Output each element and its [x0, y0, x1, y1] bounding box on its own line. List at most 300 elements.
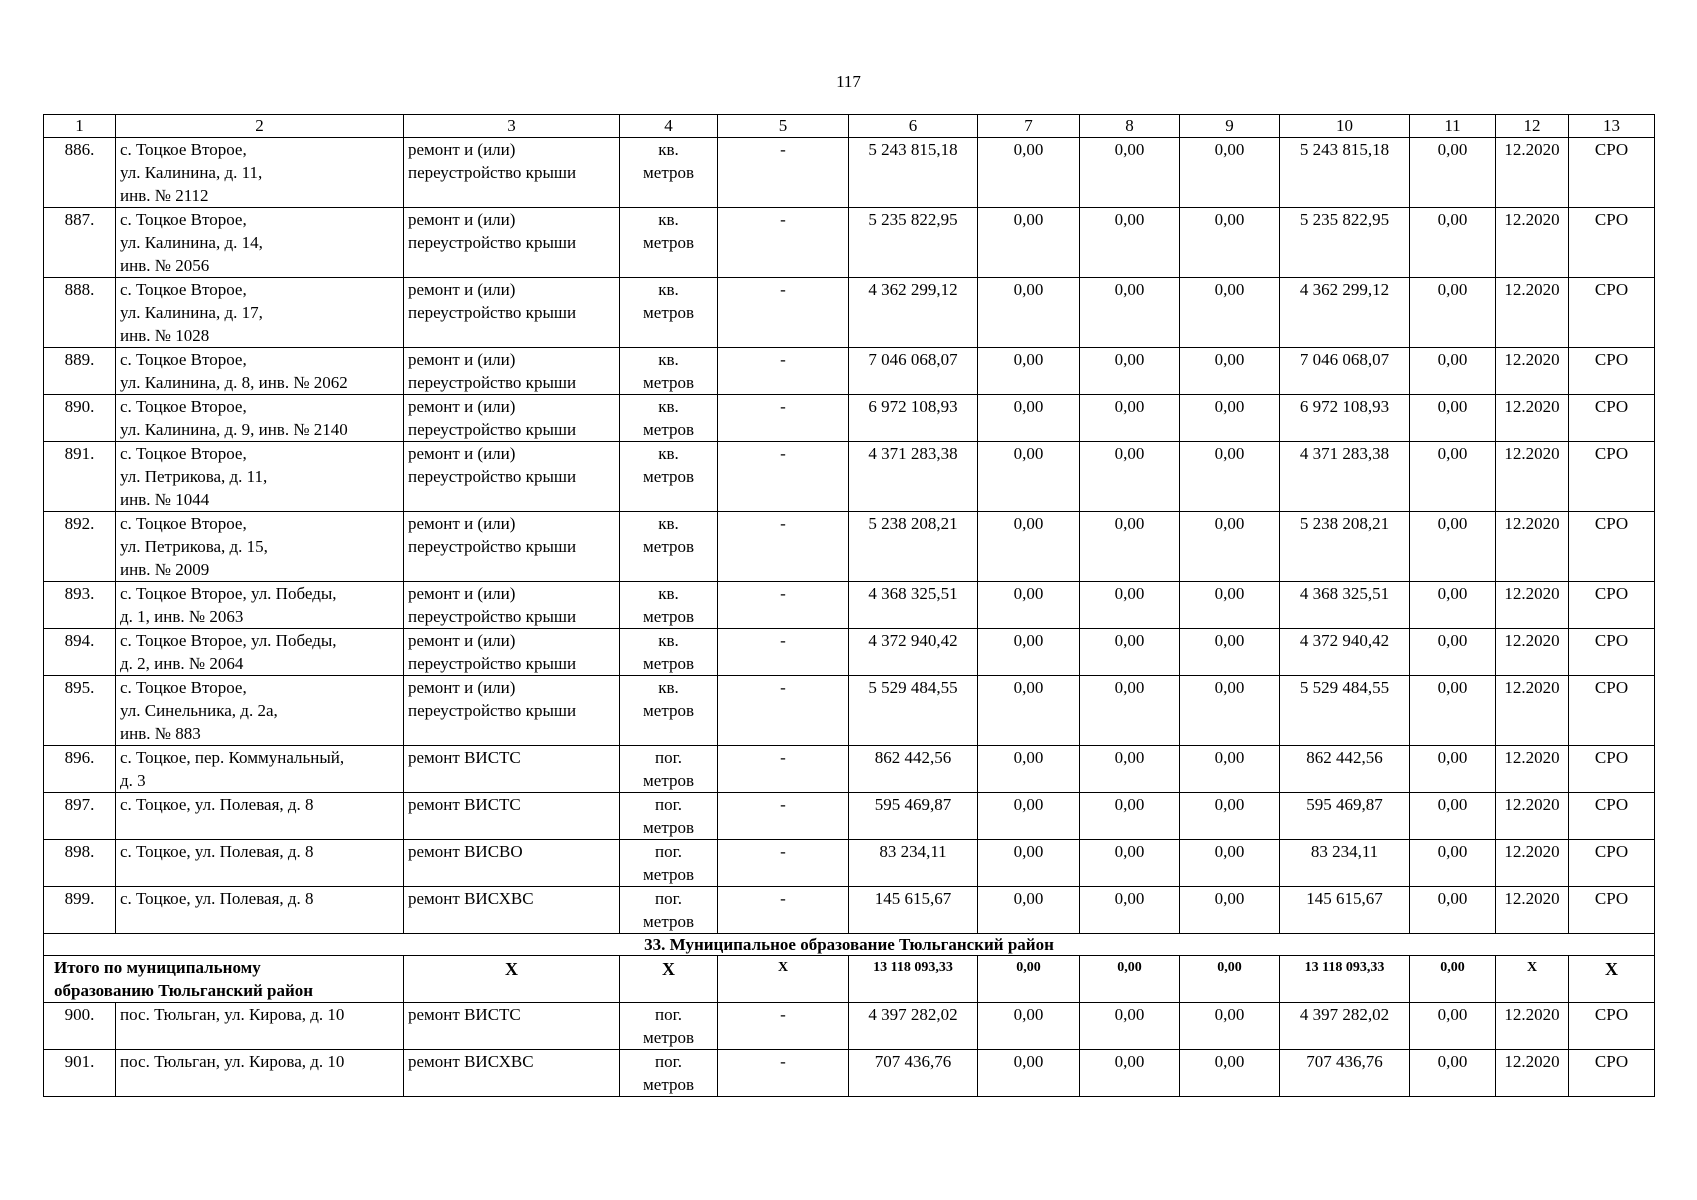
local-funds-cell: 0,00: [1180, 138, 1280, 208]
row-number: 889.: [44, 348, 116, 395]
row-number: 901.: [44, 1050, 116, 1097]
section-header-row: [44, 934, 1655, 956]
total-cost-cell: 4 368 325,51: [849, 582, 978, 629]
operator-cell: СРО: [1569, 676, 1655, 746]
address-cell-line: с. Тоцкое Второе,: [120, 280, 247, 299]
unit-cell-line: кв.: [658, 140, 679, 159]
work-type-cell-line: ремонт и (или): [408, 140, 516, 159]
unit-cell: [620, 278, 718, 348]
unit-cell: [620, 887, 718, 934]
address-cell: [116, 208, 404, 278]
col5-cell: -: [718, 676, 849, 746]
unit-cell-line: кв.: [658, 397, 679, 416]
unit-cell-line: пог.: [655, 889, 682, 908]
col5-cell: -: [718, 582, 849, 629]
total-cost-cell: 4 362 299,12: [849, 278, 978, 348]
unit-cell-line: пог.: [655, 795, 682, 814]
column-number-10: 10: [1280, 115, 1410, 138]
address-cell-line: с. Тоцкое Второе,: [120, 678, 247, 697]
col5-cell: -: [718, 348, 849, 395]
local-funds-cell: 0,00: [1180, 348, 1280, 395]
federal-funds-cell: 0,00: [978, 278, 1080, 348]
work-type-cell-line: переустройство крыши: [408, 654, 577, 673]
local-funds-cell: 0,00: [1180, 442, 1280, 512]
subtotal-row: [44, 956, 1655, 1003]
table-body: [44, 115, 1655, 1097]
total-cost-cell: 862 442,56: [849, 746, 978, 793]
column-number-2: 2: [116, 115, 404, 138]
other-funds-cell: 0,00: [1410, 348, 1496, 395]
completion-date-cell: 12.2020: [1496, 208, 1569, 278]
completion-date-cell: 12.2020: [1496, 512, 1569, 582]
row-number: 897.: [44, 793, 116, 840]
address-cell-line: ул. Синельника, д. 2а,: [120, 701, 278, 720]
address-cell-line: ул. Петрикова, д. 15,: [120, 537, 268, 556]
row-number: 899.: [44, 887, 116, 934]
completion-date-cell: 12.2020: [1496, 138, 1569, 208]
subtotal-label-line: образованию Тюльганский район: [54, 981, 314, 1000]
regional-funds-cell: 0,00: [1080, 746, 1180, 793]
work-type-cell-line: ремонт ВИСХВС: [408, 1052, 534, 1071]
regional-funds-cell: 0,00: [1080, 793, 1180, 840]
work-type-cell-line: переустройство крыши: [408, 467, 577, 486]
table-row: [44, 138, 1655, 208]
other-funds-cell: 0,00: [1410, 840, 1496, 887]
operator-cell: СРО: [1569, 582, 1655, 629]
unit-cell-line: кв.: [658, 678, 679, 697]
local-funds-cell: 0,00: [1180, 1050, 1280, 1097]
federal-funds-cell: 0,00: [978, 348, 1080, 395]
completion-date-cell: 12.2020: [1496, 348, 1569, 395]
address-cell-line: ул. Калинина, д. 8, инв. № 2062: [120, 373, 348, 392]
regional-funds-cell: 0,00: [1080, 1003, 1180, 1050]
federal-funds-cell: 0,00: [978, 629, 1080, 676]
other-funds-cell: 0,00: [1410, 208, 1496, 278]
work-type-cell: [404, 793, 620, 840]
regional-funds-cell: 0,00: [1080, 887, 1180, 934]
column-number-7: 7: [978, 115, 1080, 138]
other-funds-cell: 0,00: [1410, 793, 1496, 840]
owner-funds-cell: 5 243 815,18: [1280, 138, 1410, 208]
work-type-cell: [404, 1050, 620, 1097]
table-row: [44, 582, 1655, 629]
row-number: 894.: [44, 629, 116, 676]
table-row: [44, 1050, 1655, 1097]
address-cell: [116, 793, 404, 840]
col5-cell: -: [718, 887, 849, 934]
other-funds-cell: 0,00: [1410, 442, 1496, 512]
work-type-cell-line: ремонт и (или): [408, 631, 516, 650]
work-type-cell-line: ремонт ВИСТС: [408, 795, 521, 814]
subtotal-col10: 13 118 093,33: [1280, 956, 1410, 1003]
federal-funds-cell: 0,00: [978, 746, 1080, 793]
federal-funds-cell: 0,00: [978, 1050, 1080, 1097]
address-cell: [116, 887, 404, 934]
other-funds-cell: 0,00: [1410, 746, 1496, 793]
other-funds-cell: 0,00: [1410, 582, 1496, 629]
unit-cell-line: метров: [643, 537, 694, 556]
work-type-cell: [404, 582, 620, 629]
completion-date-cell: 12.2020: [1496, 746, 1569, 793]
table-row: [44, 512, 1655, 582]
local-funds-cell: 0,00: [1180, 840, 1280, 887]
address-cell-line: инв. № 1044: [120, 490, 210, 509]
subtotal-label: [44, 956, 404, 1003]
regional-funds-cell: 0,00: [1080, 348, 1180, 395]
col5-cell: -: [718, 840, 849, 887]
table-row: [44, 1003, 1655, 1050]
row-number: 896.: [44, 746, 116, 793]
federal-funds-cell: 0,00: [978, 1003, 1080, 1050]
work-type-cell-line: переустройство крыши: [408, 163, 577, 182]
work-type-cell-line: ремонт и (или): [408, 584, 516, 603]
unit-cell: [620, 676, 718, 746]
unit-cell-line: метров: [643, 701, 694, 720]
federal-funds-cell: 0,00: [978, 512, 1080, 582]
operator-cell: СРО: [1569, 793, 1655, 840]
total-cost-cell: 145 615,67: [849, 887, 978, 934]
address-cell-line: с. Тоцкое, ул. Полевая, д. 8: [120, 842, 314, 861]
federal-funds-cell: 0,00: [978, 582, 1080, 629]
column-number-12: 12: [1496, 115, 1569, 138]
subtotal-col12: Х: [1496, 956, 1569, 1003]
col5-cell: -: [718, 138, 849, 208]
address-cell-line: пос. Тюльган, ул. Кирова, д. 10: [120, 1052, 345, 1071]
completion-date-cell: 12.2020: [1496, 840, 1569, 887]
table-row: [44, 348, 1655, 395]
regional-funds-cell: 0,00: [1080, 840, 1180, 887]
operator-cell: СРО: [1569, 512, 1655, 582]
owner-funds-cell: 5 529 484,55: [1280, 676, 1410, 746]
completion-date-cell: 12.2020: [1496, 582, 1569, 629]
address-cell: [116, 746, 404, 793]
regional-funds-cell: 0,00: [1080, 582, 1180, 629]
operator-cell: СРО: [1569, 208, 1655, 278]
work-type-cell: [404, 887, 620, 934]
unit-cell: [620, 1003, 718, 1050]
table-row: [44, 395, 1655, 442]
unit-cell-line: пог.: [655, 748, 682, 767]
completion-date-cell: 12.2020: [1496, 278, 1569, 348]
unit-cell-line: кв.: [658, 350, 679, 369]
unit-cell: [620, 1050, 718, 1097]
work-type-cell-line: переустройство крыши: [408, 420, 577, 439]
unit-cell-line: метров: [643, 373, 694, 392]
column-number-6: 6: [849, 115, 978, 138]
owner-funds-cell: 4 397 282,02: [1280, 1003, 1410, 1050]
owner-funds-cell: 83 234,11: [1280, 840, 1410, 887]
unit-cell-line: кв.: [658, 210, 679, 229]
work-type-cell-line: ремонт и (или): [408, 514, 516, 533]
unit-cell-line: кв.: [658, 280, 679, 299]
address-cell-line: с. Тоцкое Второе, ул. Победы,: [120, 584, 337, 603]
address-cell: [116, 395, 404, 442]
table-row: [44, 629, 1655, 676]
unit-cell-line: метров: [643, 303, 694, 322]
regional-funds-cell: 0,00: [1080, 278, 1180, 348]
owner-funds-cell: 595 469,87: [1280, 793, 1410, 840]
unit-cell-line: кв.: [658, 514, 679, 533]
work-type-cell-line: ремонт и (или): [408, 350, 516, 369]
local-funds-cell: 0,00: [1180, 582, 1280, 629]
local-funds-cell: 0,00: [1180, 278, 1280, 348]
unit-cell: [620, 348, 718, 395]
federal-funds-cell: 0,00: [978, 676, 1080, 746]
unit-cell: [620, 442, 718, 512]
operator-cell: СРО: [1569, 840, 1655, 887]
address-cell-line: инв. № 883: [120, 724, 201, 743]
total-cost-cell: 4 372 940,42: [849, 629, 978, 676]
address-cell-line: д. 1, инв. № 2063: [120, 607, 244, 626]
subtotal-col5: Х: [718, 956, 849, 1003]
federal-funds-cell: 0,00: [978, 442, 1080, 512]
subtotal-col7: 0,00: [978, 956, 1080, 1003]
completion-date-cell: 12.2020: [1496, 1003, 1569, 1050]
unit-cell-line: метров: [643, 1075, 694, 1094]
work-type-cell: [404, 138, 620, 208]
address-cell-line: д. 3: [120, 771, 146, 790]
unit-cell-line: пог.: [655, 842, 682, 861]
other-funds-cell: 0,00: [1410, 1050, 1496, 1097]
work-type-cell-line: ремонт и (или): [408, 280, 516, 299]
regional-funds-cell: 0,00: [1080, 629, 1180, 676]
local-funds-cell: 0,00: [1180, 629, 1280, 676]
row-number: 893.: [44, 582, 116, 629]
operator-cell: СРО: [1569, 629, 1655, 676]
unit-cell-line: метров: [643, 233, 694, 252]
subtotal-col11: 0,00: [1410, 956, 1496, 1003]
unit-cell-line: метров: [643, 163, 694, 182]
col5-cell: -: [718, 1050, 849, 1097]
address-cell-line: с. Тоцкое Второе, ул. Победы,: [120, 631, 337, 650]
operator-cell: СРО: [1569, 1003, 1655, 1050]
federal-funds-cell: 0,00: [978, 840, 1080, 887]
other-funds-cell: 0,00: [1410, 512, 1496, 582]
address-cell: [116, 278, 404, 348]
operator-cell: СРО: [1569, 138, 1655, 208]
work-type-cell: [404, 1003, 620, 1050]
column-number-4: 4: [620, 115, 718, 138]
address-cell-line: с. Тоцкое Второе,: [120, 444, 247, 463]
col5-cell: -: [718, 278, 849, 348]
work-type-cell-line: переустройство крыши: [408, 607, 577, 626]
regional-funds-cell: 0,00: [1080, 1050, 1180, 1097]
work-type-cell: [404, 840, 620, 887]
page-number: 117: [836, 72, 861, 91]
unit-cell-line: пог.: [655, 1052, 682, 1071]
regional-funds-cell: 0,00: [1080, 512, 1180, 582]
unit-cell-line: метров: [643, 818, 694, 837]
row-number: 888.: [44, 278, 116, 348]
address-cell-line: ул. Калинина, д. 17,: [120, 303, 263, 322]
work-type-cell: [404, 348, 620, 395]
owner-funds-cell: 145 615,67: [1280, 887, 1410, 934]
federal-funds-cell: 0,00: [978, 395, 1080, 442]
col5-cell: -: [718, 1003, 849, 1050]
completion-date-cell: 12.2020: [1496, 442, 1569, 512]
federal-funds-cell: 0,00: [978, 208, 1080, 278]
column-number-5: 5: [718, 115, 849, 138]
owner-funds-cell: 4 362 299,12: [1280, 278, 1410, 348]
address-cell-line: ул. Калинина, д. 9, инв. № 2140: [120, 420, 348, 439]
other-funds-cell: 0,00: [1410, 676, 1496, 746]
federal-funds-cell: 0,00: [978, 887, 1080, 934]
col5-cell: -: [718, 512, 849, 582]
other-funds-cell: 0,00: [1410, 887, 1496, 934]
address-cell-line: с. Тоцкое Второе,: [120, 397, 247, 416]
total-cost-cell: 4 371 283,38: [849, 442, 978, 512]
table-row: [44, 887, 1655, 934]
federal-funds-cell: 0,00: [978, 138, 1080, 208]
work-type-cell: [404, 512, 620, 582]
address-cell-line: ул. Калинина, д. 14,: [120, 233, 263, 252]
unit-cell-line: метров: [643, 654, 694, 673]
total-cost-cell: 5 238 208,21: [849, 512, 978, 582]
unit-cell-line: кв.: [658, 631, 679, 650]
row-number: 890.: [44, 395, 116, 442]
unit-cell-line: метров: [643, 771, 694, 790]
unit-cell: [620, 629, 718, 676]
work-type-cell-line: ремонт ВИСХВС: [408, 889, 534, 908]
work-type-cell-line: ремонт ВИСТС: [408, 748, 521, 767]
completion-date-cell: 12.2020: [1496, 395, 1569, 442]
row-number: 900.: [44, 1003, 116, 1050]
address-cell-line: с. Тоцкое, ул. Полевая, д. 8: [120, 889, 314, 908]
unit-cell-line: метров: [643, 420, 694, 439]
unit-cell-line: метров: [643, 865, 694, 884]
owner-funds-cell: 5 238 208,21: [1280, 512, 1410, 582]
address-cell: [116, 676, 404, 746]
work-type-cell: [404, 676, 620, 746]
address-cell: [116, 840, 404, 887]
local-funds-cell: 0,00: [1180, 887, 1280, 934]
address-cell-line: инв. № 2112: [120, 186, 209, 205]
unit-cell: [620, 582, 718, 629]
row-number: 887.: [44, 208, 116, 278]
unit-cell: [620, 395, 718, 442]
unit-cell-line: метров: [643, 912, 694, 931]
address-cell-line: пос. Тюльган, ул. Кирова, д. 10: [120, 1005, 345, 1024]
operator-cell: СРО: [1569, 395, 1655, 442]
work-type-cell-line: ремонт и (или): [408, 444, 516, 463]
unit-cell: [620, 512, 718, 582]
column-number-1: 1: [44, 115, 116, 138]
regional-funds-cell: 0,00: [1080, 676, 1180, 746]
work-type-cell-line: переустройство крыши: [408, 701, 577, 720]
unit-cell-line: пог.: [655, 1005, 682, 1024]
address-cell-line: ул. Калинина, д. 11,: [120, 163, 263, 182]
regional-funds-cell: 0,00: [1080, 138, 1180, 208]
work-type-cell-line: переустройство крыши: [408, 303, 577, 322]
operator-cell: СРО: [1569, 1050, 1655, 1097]
unit-cell-line: метров: [643, 467, 694, 486]
owner-funds-cell: 4 372 940,42: [1280, 629, 1410, 676]
subtotal-col9: 0,00: [1180, 956, 1280, 1003]
owner-funds-cell: 4 368 325,51: [1280, 582, 1410, 629]
col5-cell: -: [718, 793, 849, 840]
subtotal-total-cost: 13 118 093,33: [849, 956, 978, 1003]
total-cost-cell: 83 234,11: [849, 840, 978, 887]
unit-cell: [620, 138, 718, 208]
address-cell-line: инв. № 1028: [120, 326, 210, 345]
local-funds-cell: 0,00: [1180, 512, 1280, 582]
address-cell-line: с. Тоцкое, пер. Коммунальный,: [120, 748, 345, 767]
total-cost-cell: 7 046 068,07: [849, 348, 978, 395]
subtotal-col4: Х: [620, 956, 718, 1003]
column-number-9: 9: [1180, 115, 1280, 138]
col5-cell: -: [718, 208, 849, 278]
address-cell-line: с. Тоцкое, ул. Полевая, д. 8: [120, 795, 314, 814]
subtotal-label-line: Итого по муниципальному: [54, 958, 261, 977]
row-number: 898.: [44, 840, 116, 887]
work-type-cell-line: переустройство крыши: [408, 233, 577, 252]
total-cost-cell: 5 235 822,95: [849, 208, 978, 278]
operator-cell: СРО: [1569, 278, 1655, 348]
address-cell: [116, 1050, 404, 1097]
regional-funds-cell: 0,00: [1080, 395, 1180, 442]
regional-funds-cell: 0,00: [1080, 442, 1180, 512]
address-cell: [116, 512, 404, 582]
total-cost-cell: 4 397 282,02: [849, 1003, 978, 1050]
address-cell-line: инв. № 2056: [120, 256, 210, 275]
work-type-cell-line: переустройство крыши: [408, 373, 577, 392]
capital-repair-table: [43, 114, 1655, 1097]
address-cell-line: с. Тоцкое Второе,: [120, 210, 247, 229]
address-cell-line: инв. № 2009: [120, 560, 210, 579]
section-title: 33. Муниципальное образование Тюльганский район: [44, 934, 1655, 956]
local-funds-cell: 0,00: [1180, 793, 1280, 840]
unit-cell-line: кв.: [658, 584, 679, 603]
row-number: 891.: [44, 442, 116, 512]
work-type-cell: [404, 442, 620, 512]
work-type-cell: [404, 395, 620, 442]
local-funds-cell: 0,00: [1180, 676, 1280, 746]
other-funds-cell: 0,00: [1410, 395, 1496, 442]
completion-date-cell: 12.2020: [1496, 887, 1569, 934]
local-funds-cell: 0,00: [1180, 746, 1280, 793]
other-funds-cell: 0,00: [1410, 138, 1496, 208]
subtotal-col3: Х: [404, 956, 620, 1003]
col5-cell: -: [718, 395, 849, 442]
col5-cell: -: [718, 442, 849, 512]
total-cost-cell: 707 436,76: [849, 1050, 978, 1097]
table-row: [44, 442, 1655, 512]
row-number: 895.: [44, 676, 116, 746]
total-cost-cell: 5 529 484,55: [849, 676, 978, 746]
table-row: [44, 840, 1655, 887]
total-cost-cell: 5 243 815,18: [849, 138, 978, 208]
unit-cell-line: метров: [643, 607, 694, 626]
completion-date-cell: 12.2020: [1496, 676, 1569, 746]
work-type-cell-line: ремонт ВИСВО: [408, 842, 523, 861]
table-row: [44, 278, 1655, 348]
local-funds-cell: 0,00: [1180, 395, 1280, 442]
address-cell-line: д. 2, инв. № 2064: [120, 654, 244, 673]
address-cell: [116, 138, 404, 208]
column-number-13: 13: [1569, 115, 1655, 138]
work-type-cell: [404, 746, 620, 793]
row-number: 892.: [44, 512, 116, 582]
owner-funds-cell: 7 046 068,07: [1280, 348, 1410, 395]
address-cell: [116, 442, 404, 512]
work-type-cell-line: ремонт и (или): [408, 210, 516, 229]
column-number-3: 3: [404, 115, 620, 138]
completion-date-cell: 12.2020: [1496, 1050, 1569, 1097]
completion-date-cell: 12.2020: [1496, 793, 1569, 840]
other-funds-cell: 0,00: [1410, 1003, 1496, 1050]
table-row: [44, 746, 1655, 793]
column-number-8: 8: [1080, 115, 1180, 138]
